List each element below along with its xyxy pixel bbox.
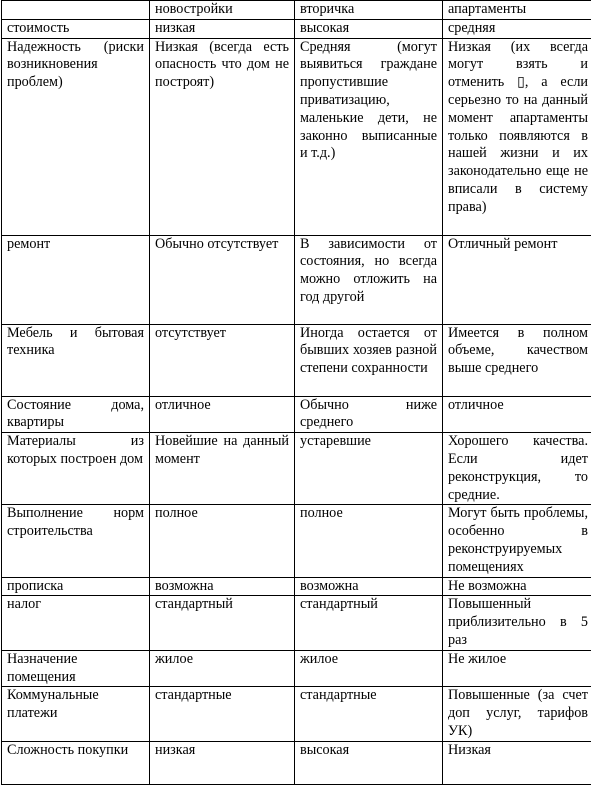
table-cell: возможна <box>295 577 443 596</box>
row-label: Материалы из которых построен дом <box>2 433 150 505</box>
table-cell: Имеется в полном объеме, качеством выше среднего <box>443 324 591 396</box>
header-row <box>2 1 591 20</box>
table-row <box>2 19 591 38</box>
table-cell: стандартный <box>295 596 443 650</box>
table-cell: Низкая (их всегда могут взять и отменить ▯, а если серьезно то на данный момент апартаменты только появляются в нашей жизни и их законодательно еще не вписали в систему права) <box>443 38 591 235</box>
header-cell-secondary: вторичка <box>295 1 443 20</box>
table-cell: высокая <box>295 741 443 784</box>
table-row <box>2 38 591 235</box>
row-label: ремонт <box>2 235 150 324</box>
table-cell: стандартные <box>295 687 443 741</box>
table-cell: низкая <box>150 19 295 38</box>
table-row <box>2 596 591 650</box>
row-label: стоимость <box>2 19 150 38</box>
table-cell: Средняя (могут выявиться граждане пропустившие приватизацию, маленькие дети, не законно выписанные и т.д.) <box>295 38 443 235</box>
table-cell: полное <box>150 505 295 577</box>
table-cell: устаревшие <box>295 433 443 505</box>
header-cell-apartments: апартаменты <box>443 1 591 20</box>
table-cell: полное <box>295 505 443 577</box>
table-cell: отличное <box>150 396 295 433</box>
row-label: Назначение помещения <box>2 650 150 687</box>
table-row <box>2 396 591 433</box>
row-label: Мебель и бытовая техника <box>2 324 150 396</box>
table-row <box>2 687 591 741</box>
table-cell: Хорошего качества. Если идет реконструкция, то средние. <box>443 433 591 505</box>
table-row <box>2 235 591 324</box>
row-label: налог <box>2 596 150 650</box>
table-cell: Отличный ремонт <box>443 235 591 324</box>
row-label: Сложность покупки <box>2 741 150 784</box>
table-row <box>2 650 591 687</box>
table-cell: жилое <box>295 650 443 687</box>
table-row <box>2 741 591 784</box>
comparison-table <box>1 0 591 785</box>
table-cell: средняя <box>443 19 591 38</box>
table-row <box>2 577 591 596</box>
table-cell: Низкая (всегда есть опасность что дом не построят) <box>150 38 295 235</box>
header-cell-new-buildings: новостройки <box>150 1 295 20</box>
table-cell: Низкая <box>443 741 591 784</box>
table-cell: стандартный <box>150 596 295 650</box>
table-cell: жилое <box>150 650 295 687</box>
table-cell: Могут быть проблемы, особенно в реконструируемых помещениях <box>443 505 591 577</box>
table-cell: низкая <box>150 741 295 784</box>
table-cell: отличное <box>443 396 591 433</box>
table-cell: возможна <box>150 577 295 596</box>
table-cell: Повышенный приблизительно в 5 раз <box>443 596 591 650</box>
table-cell: Не жилое <box>443 650 591 687</box>
table-cell: В зависимости от состояния, но всегда можно отложить на год другой <box>295 235 443 324</box>
table-cell: отсутствует <box>150 324 295 396</box>
table-row <box>2 324 591 396</box>
table-cell: Обычно отсутствует <box>150 235 295 324</box>
row-label: Коммунальные платежи <box>2 687 150 741</box>
table-cell: стандартные <box>150 687 295 741</box>
table-cell: Не возможна <box>443 577 591 596</box>
table-cell: Новейшие на данный момент <box>150 433 295 505</box>
row-label: Выполнение норм строительства <box>2 505 150 577</box>
table-row <box>2 433 591 505</box>
table-cell: высокая <box>295 19 443 38</box>
header-cell-empty <box>2 1 150 20</box>
table-cell: Повышенные (за счет доп услуг, тарифов УК) <box>443 687 591 741</box>
row-label: прописка <box>2 577 150 596</box>
table-row <box>2 505 591 577</box>
row-label: Состояние дома, квартиры <box>2 396 150 433</box>
table-cell: Обычно ниже среднего <box>295 396 443 433</box>
row-label: Надежность (риски возникновения проблем) <box>2 38 150 235</box>
table-cell: Иногда остается от бывших хозяев разной степени сохранности <box>295 324 443 396</box>
